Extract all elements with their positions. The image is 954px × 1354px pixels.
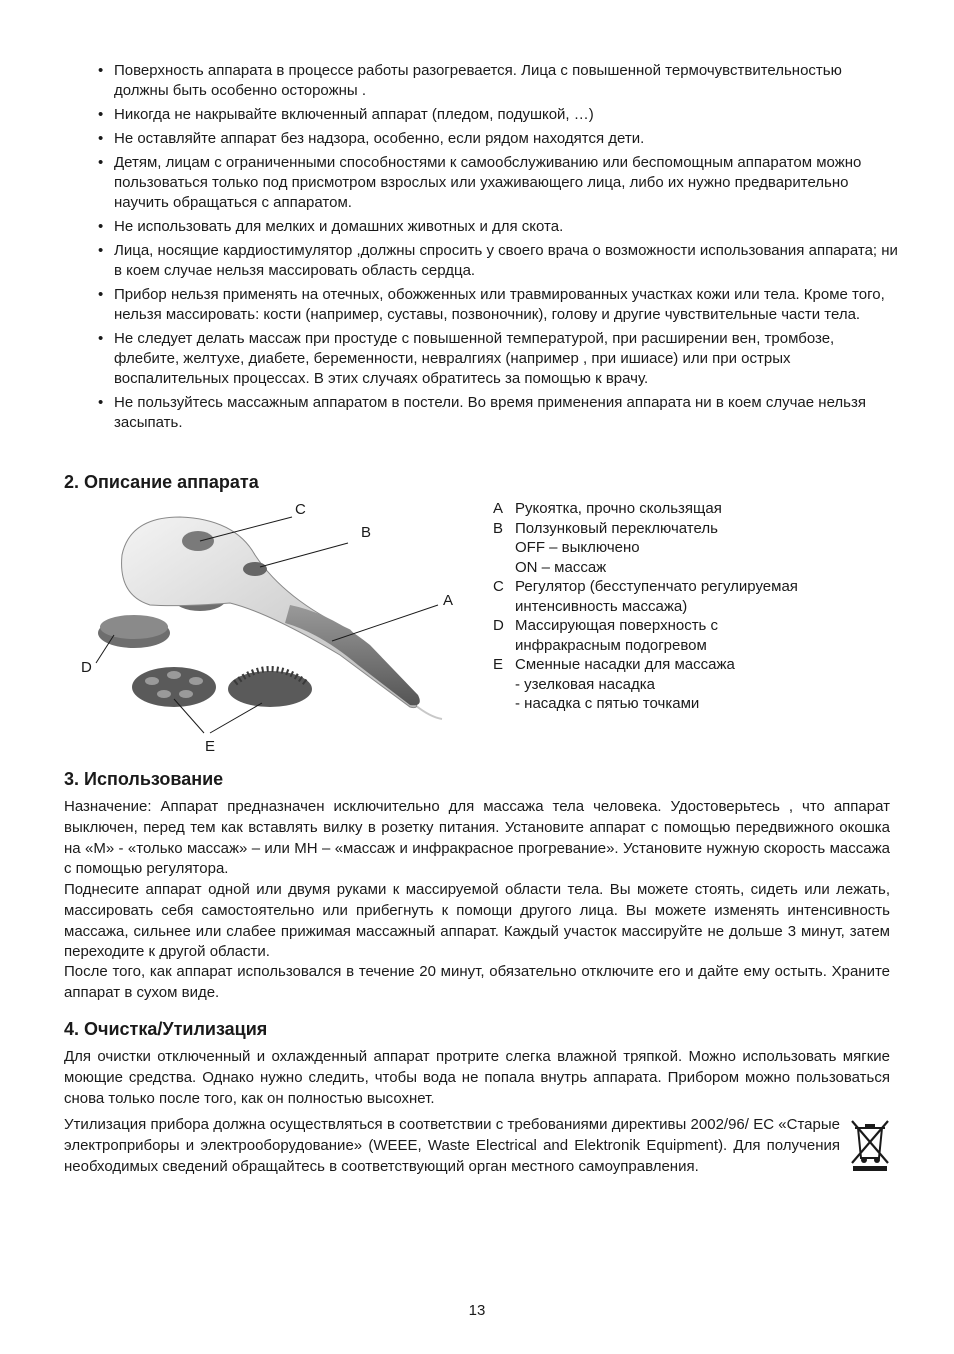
figure-label-c: C [295,501,306,518]
bullet-item: • Поверхность аппарата в процессе работы разогревается. Лица с повышенной термочувствительностью должны быть особенно осторожны . [98,62,842,99]
bullet-symbol: • [98,154,104,171]
bullet-symbol: • [98,242,104,259]
bullet-item: • Прибор нельзя применять на отечных, обожженных или травмированных участках кожи или тела. Кроме того, нельзя массировать: кости (например, суставы, позвоночник), голову и другие чувствительные части тела. [98,286,885,323]
parts-row: A Рукоятка, прочно скользящая [493,500,722,517]
bullet-item: • Лица, носящие кардиостимулятор ,должны спросить у своего врача о возможности использования аппарата; ни в коем случае нельзя массировать область сердца. [98,242,898,279]
parts-row: ON – массаж [515,558,607,576]
parts-row: OFF – выключено [515,539,640,556]
figure-label-e: E [205,738,216,755]
attachment-nodule [228,671,312,707]
intensity-dial [182,531,214,551]
figure-label-d: D [81,659,92,676]
bullet-symbol: • [98,330,104,347]
bullet-item: • Детям, лицам с ограниченными способностями к самообслуживанию или беспомощным аппаратом можно пользоваться только под присмотром взрослых или ухаживающего лица, либо их нужно предварительно научить обращаться с аппаратом. [98,154,862,211]
parts-row: C Регулятор (бесступенчато регулируемая [493,578,798,595]
usage-paragraph-2: Поднесите аппарат одной или двумя руками к массируемой области тела. Вы можете стоять, сидеть или лежать, массировать себя самостоятельно или прибегнуть к помощи другого лица. Вы можете изменять интенсивность массажа, сильнее или слабее прижимая массажный аппарат. Каждый участок массируйте не дольше 3 минут, затем переходите к другой области. [64,881,890,961]
bullet-item: • Не пользуйтесь массажным аппаратом в постели. Во время применения аппарата ни в коем случае нельзя засыпать. [98,394,866,431]
section-3-title: 3. Использование [64,769,224,789]
page-number: 13 [468,1302,486,1319]
safety-bullet-list [98,61,898,437]
bullet-symbol: • [98,62,104,79]
section-2-title: 2. Описание аппарата [64,472,259,492]
figure-label-b: B [361,524,372,541]
parts-row: интенсивность массажа) [515,597,688,615]
cleaning-paragraph: Для очистки отключенный и охлажденный аппарат протрите слегка влажной тряпкой. Можно использовать мягкие моющие средства. Однако нужно следить, чтобы вода не попала внутрь аппарата. Прибором можно пользоваться снова только после того, как он полностью высохнет. [64,1048,890,1107]
crossed-out-wheelie-bin-icon [849,1118,891,1172]
bullet-item: • Не следует делать массаж при простуде с повышенной температурой, при расширении вен, тромбозе, флебите, желтухе, диабете, беременности, невралгиях (например , при ишиасе) или при острых воспалительных процессах. В этих случаях обратитесь за помощью к врачу. [98,330,835,387]
parts-row: B Ползунковый переключатель [493,519,718,537]
bullet-item: • Никогда не накрывайте включенный аппарат (пледом, подушкой, …) [98,106,594,123]
figure-label-a: A [443,592,454,609]
bullet-symbol: • [98,106,104,123]
bullet-symbol: • [98,286,104,303]
device-illustration [70,495,470,760]
parts-row: инфракрасным подогревом [515,636,707,654]
parts-row: - насадка с пятью точками [515,695,700,712]
bullet-symbol: • [98,130,104,147]
usage-paragraph-3: После того, как аппарат использовался в течение 20 минут, обязательно отключите его и дайте ему остыть. Храните аппарат в сухом виде. [64,963,890,1001]
parts-row: E Сменные насадки для массажа [493,656,735,673]
disposal-paragraph: Утилизация прибора должна осуществляться в соответствии с требованиями директивы 2002/96/ EC «Старые электроприборы и электрооборудование» (WEEE, Waste Electrical and Elektronik Equipment). Для получения необходимых сведений обращайтесь в соответствующий орган местного самоуправления. [64,1116,840,1175]
section-4-title: 4. Очистка/Утилизация [64,1019,268,1039]
bullet-item: • Не оставляйте аппарат без надзора, особенно, если рядом находятся дети. [98,130,645,147]
parts-description-list [493,499,873,714]
bullet-item: • Не использовать для мелких и домашних животных и для скота. [98,218,564,235]
parts-row: - узелковая насадка [515,675,655,693]
slider-switch [243,562,267,576]
usage-paragraph-1: Назначение: Аппарат предназначен исключительно для массажа тела человека. Удостоверьтесь , что аппарат выключен, перед тем как вставлять вилку в розетку питания. Установите аппарат с помощью передвижного окошка на «M» - «только массаж» – или МН – «массаж и инфракрасное прогревание». Установите нужную скорость массажа с помощью регулятора. [64,798,890,878]
bullet-symbol: • [98,394,104,411]
massager-drawing [70,495,470,760]
parts-row: D Массирующая поверхность с [493,617,719,634]
bullet-symbol: • [98,218,104,235]
